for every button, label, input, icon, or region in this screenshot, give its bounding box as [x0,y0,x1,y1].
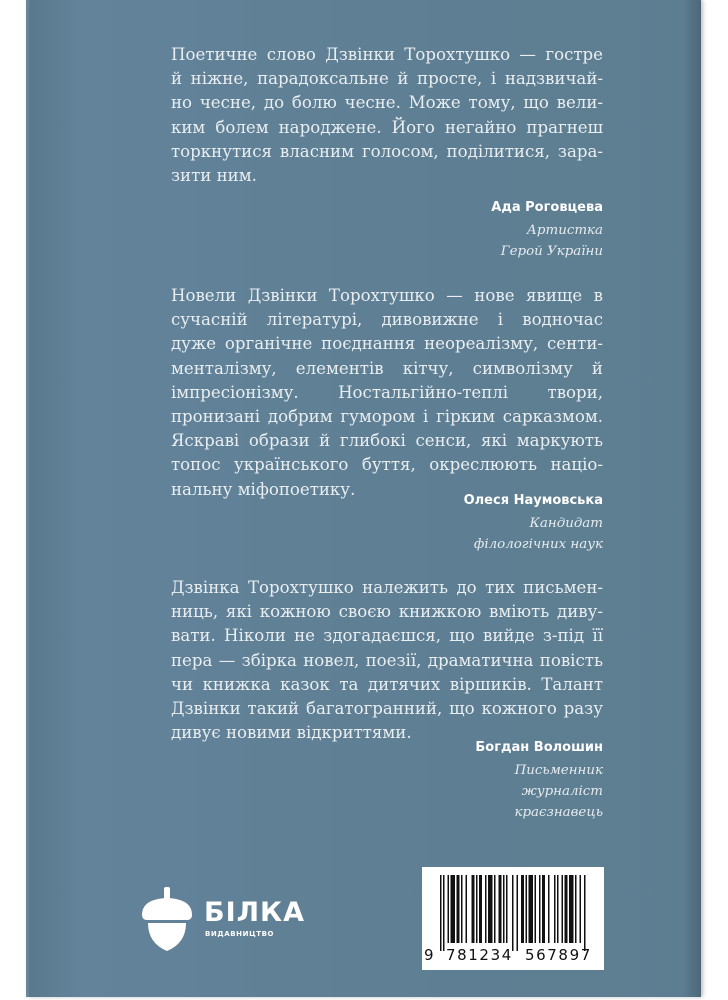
barcode-bar [569,875,574,943]
barcode-bar [554,875,556,943]
quote-1-role: Артистка Герой України [500,223,603,259]
barcode-bar [485,875,487,943]
barcode-bar [488,875,493,943]
barcode-bar [479,875,482,943]
barcode-bar [521,875,524,943]
barcode-bars [434,875,594,955]
quote-3-author: Богдан Волошин [475,740,603,755]
barcode-bar [472,875,475,943]
isbn-prefix: 9 [424,946,434,964]
barcode-bar [506,875,508,943]
quote-3-text: Дзвінка Торохтушко належить до тих письмен- ниць, які кожною своєю книжкою вміють диву- вати. Ніколи не здогадаєшся, що вийде з-під її пера — збірка новел, поезії, драматична повість чи книжка казок та дитячих віршиків. Талант Дзвінки такий багатогранний, що кожного разу дивує новими відкриттями. [171,578,603,743]
barcode-bar [494,875,496,943]
barcode-bar [440,875,442,951]
barcode-bar [443,875,445,951]
isbn-group-1: 781234 [446,946,513,964]
quote-2-role: Кандидат філологічних наук [473,516,603,552]
barcode-bar [512,875,514,951]
barcode-bar [526,875,528,943]
barcode-bar [451,875,456,943]
barcode-bar [448,875,450,943]
cover-edge-highlight [26,0,29,997]
quote-2-author: Олеся Наумовська [463,493,603,508]
barcode-bar [466,875,468,943]
barcode-bar [548,875,550,943]
barcode-bar [461,875,463,943]
barcode-bar [503,875,505,943]
barcode-bar [499,875,502,943]
acorn-icon [138,885,198,955]
barcode-bar [539,875,541,943]
barcode-bar [575,875,577,943]
isbn-group-2: 567897 [525,946,592,964]
publisher-name: БІЛКА [204,897,306,928]
quote-2-text: Новели Дзвінки Торохтушко — нове явище в сучасній літературі, дивовижне і водночас дуже органічне поєднання неореалізму, сенти- менталізму, елементів кітчу, символізму й імпресіонізму. Ностальгійно-теплі твори, пронизані добрим гумором і гірким сарказмом. Яскраві образи й глибокі сенси, які маркують топос українського буття, окреслюють націо- нальну міфопоетику. [171,286,603,499]
barcode-bar [529,875,534,943]
spine-shadow [683,0,701,997]
barcode-bar [517,875,519,951]
barcode-bar [565,875,568,943]
quote-1-author: Ада Роговцева [491,200,603,215]
publisher-subtitle: ВИДАВНИЦТВО [205,930,275,938]
book-back-cover [26,0,701,997]
barcode-bar [584,875,586,951]
barcode-bar [562,875,564,943]
barcode-bar [580,875,582,943]
barcode-bar [557,875,559,943]
quote-1-text: Поетичне слово Дзвінки Торохтушко — гостре й ніжне, парадоксальне й просте, і надзвичай- но чесне, до болю чесне. Може тому, що вели- ким болем народжене. Його негайно прагнеш торкнутися власним голосом, поділитися, зара- зити ним. [171,45,603,186]
quote-3-role: Письменник журналіст краєзнавець [514,763,603,820]
isbn-barcode [422,867,604,970]
publisher-logo [138,885,328,955]
barcode-bar [535,875,537,943]
barcode-bar [457,875,460,943]
barcode-bar [542,875,545,943]
barcode-bar [476,875,478,943]
